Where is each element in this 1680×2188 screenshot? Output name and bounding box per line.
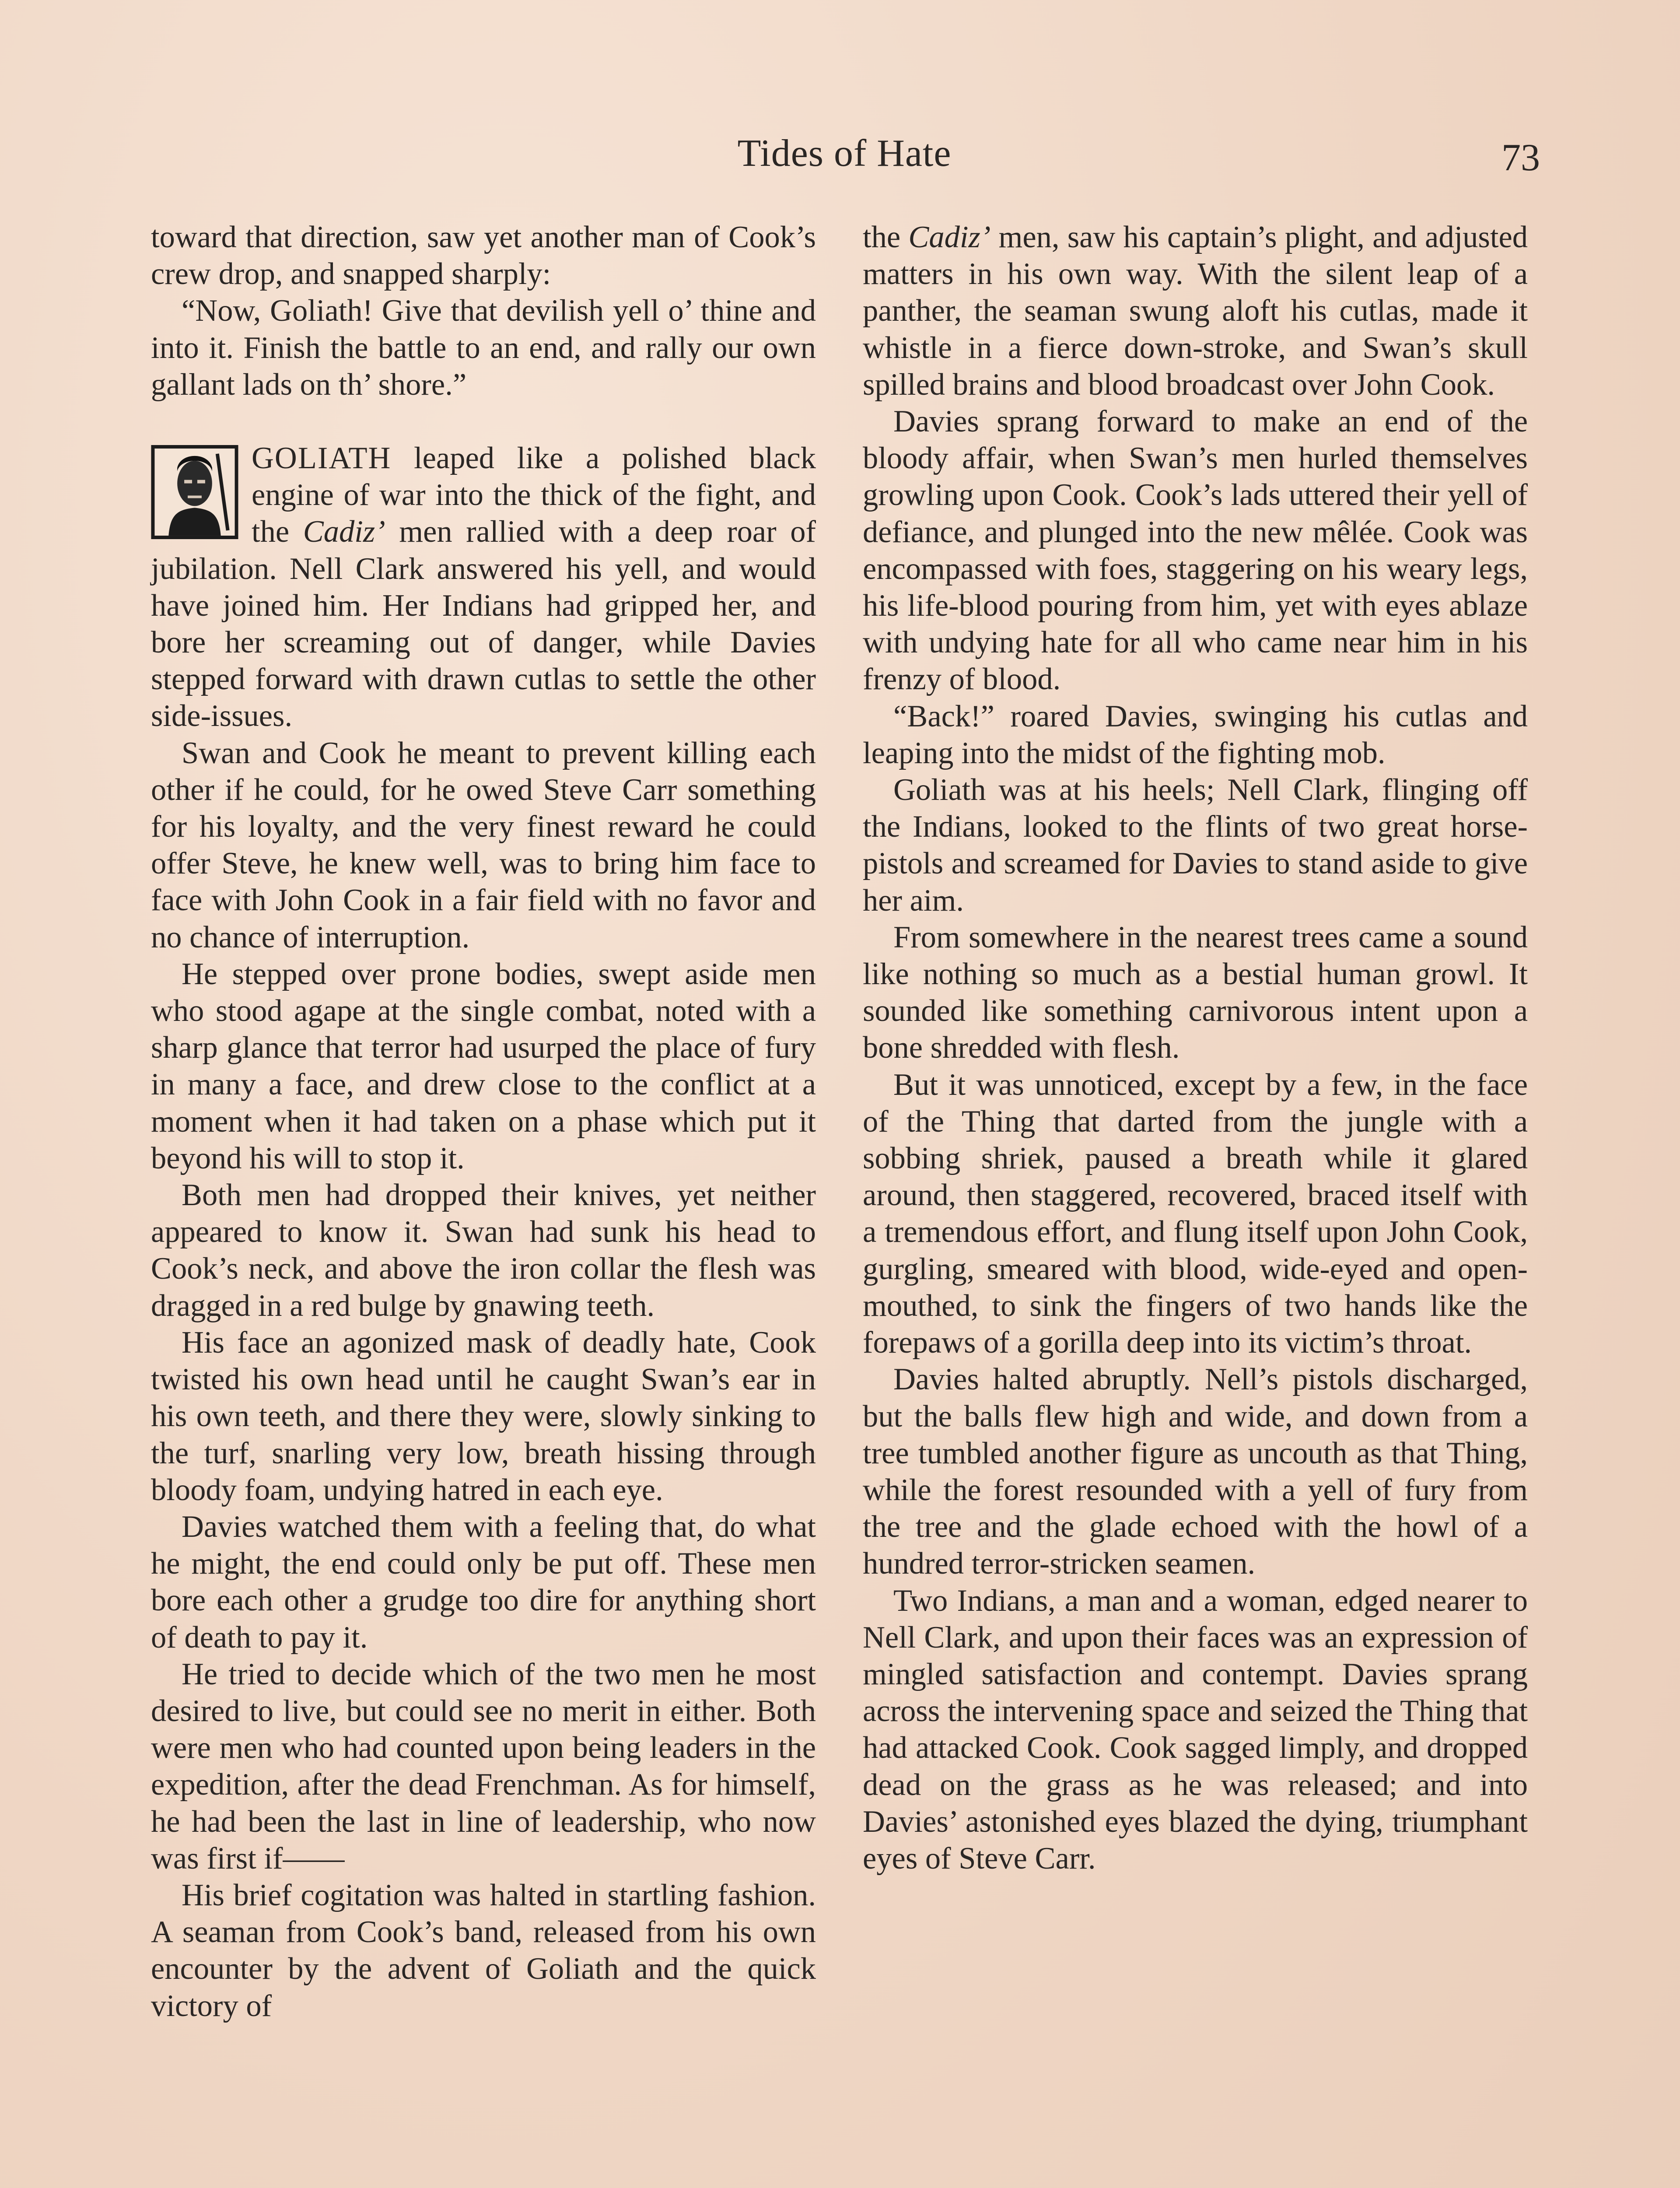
- right-column: [863, 219, 1528, 1877]
- running-title: Tides of Hate: [737, 132, 952, 175]
- paragraph: He tried to decide which of the two men he most desired to live, but could see no merit in either. Both were men who had counted upon being leaders in the expedition, after the dead Frenchman. As for himself, he had been the last in line of leadership, who now was first if——: [151, 1657, 816, 1876]
- left-column: [151, 219, 816, 2024]
- paragraph: But it was unnoticed, except by a few, in the face of the Thing that darted from the jungle with a sobbing shriek, paused a breath while it glared around, then staggered, recovered, braced itself with a tremendous effort, and flung itself upon John Cook, gurgling, smeared with blood, wide-eyed and open-mouthed, to sink the fingers of two hands like the forepaws of a gorilla deep into its victim’s throat.: [863, 1067, 1528, 1360]
- paragraph: Davies halted abruptly. Nell’s pistols discharged, but the balls flew high and wide, and down from a tree tumbled another figure as uncouth as that Thing, while the forest resounded with a yell of fury from the tree and the glade echoed with the howl of a hundred terror-stricken seamen.: [863, 1362, 1528, 1581]
- paragraph: Two Indians, a man and a woman, edged nearer to Nell Clark, and upon their faces was an expression of mingled satisfaction and contempt. Davies sprang across the intervening space and seized the Thing that had attacked Cook. Cook sagged limply, and dropped dead on the grass as he was released; and into Davies’ astonished eyes blazed the dying, triumphant eyes of Steve Carr.: [863, 1583, 1528, 1876]
- section-lead-word: GOLIATH: [252, 441, 392, 476]
- paragraph-text: the: [863, 220, 909, 254]
- paragraph: Both men had dropped their knives, yet neither appeared to know it. Swan had sunk his head to Cook’s neck, and above the iron collar the flesh was dragged in a red bulge by gnawing teeth.: [151, 1178, 816, 1323]
- page-number: 73: [1502, 137, 1540, 179]
- paragraph: “Back!” roared Davies, swinging his cutlas and leaping into the midst of the fighting mob.: [863, 699, 1528, 770]
- paragraph: From somewhere in the nearest trees came a sound like nothing so much as a bestial human growl. It sounded like something carnivorous intent upon a bone shredded with flesh.: [863, 920, 1528, 1065]
- paragraph-text: leaped like a polished black engine of war into the thick of the fight, and the: [252, 441, 816, 549]
- goliath-portrait-icon: [151, 445, 238, 539]
- section-opening-paragraph: [151, 440, 816, 735]
- paragraph: Swan and Cook he meant to prevent killing each other if he could, for he owed Steve Carr something for his loyalty, and the very finest reward he could offer Steve, he knew well, was to bring him face to face with John Cook in a fair field with no favor and no chance of interruption.: [151, 736, 816, 954]
- paragraph: He stepped over prone bodies, swept aside men who stood agape at the single combat, noted with a sharp glance that terror had usurped the place of fury in many a face, and drew close to the conflict at a moment when it had taken on a phase which put it beyond his will to stop it.: [151, 957, 816, 1175]
- paragraph-text: men, saw his captain’s plight, and adjusted matters in his own way. With the silent leap of a panther, the seaman swung aloft his cutlas, made it whistle in a fierce down-stroke, and Swan’s skull spilled brains and blood broadcast over John Cook.: [863, 220, 1528, 402]
- paragraph: “Now, Goliath! Give that devilish yell o’ thine and into it. Finish the battle to an end, and rally our own gallant lads on th’ shore.”: [151, 294, 816, 402]
- paragraph: Davies sprang forward to make an end of the bloody affair, when Swan’s men hurled themselves growling upon Cook. Cook’s lads uttered their yell of defiance, and plunged into the new mêlée. Cook was encompassed with foes, staggering on his weary legs, his life-blood pouring from him, yet with eyes ablaze with undying hate for all who came near him in his frenzy of blood.: [863, 404, 1528, 697]
- paragraph: His face an agonized mask of deadly hate, Cook twisted his own head until he caught Swan’s ear in his own teeth, and there they were, slowly sinking to the turf, snarling very low, breath hissing through bloody foam, undying hatred in each eye.: [151, 1325, 816, 1507]
- paragraph: toward that direction, saw yet another man of Cook’s crew drop, and snapped sharply:: [151, 220, 816, 291]
- paragraph: His brief cogitation was halted in startling fashion. A seaman from Cook’s band, released from his own encounter by the advent of Goliath and the quick victory of: [151, 1878, 816, 2023]
- ship-name: Cadiz’: [303, 515, 385, 549]
- paragraph: Davies watched them with a feeling that, do what he might, the end could only be put off. These men bore each other a grudge too dire for anything short of death to pay it.: [151, 1509, 816, 1655]
- paragraph-text: men rallied with a deep roar of jubilation. Nell Clark answered his yell, and would have joined him. Her Indians had gripped her, and bore her screaming out of danger, while Davies stepped forward with drawn cutlas to settle the other side-issues.: [151, 515, 816, 733]
- page-header: [149, 131, 1540, 193]
- ship-name: Cadiz’: [908, 220, 991, 254]
- paragraph: [863, 219, 1528, 403]
- paragraph: Goliath was at his heels; Nell Clark, flinging off the Indians, looked to the flints of two great horse-pistols and screamed for Davies to stand aside to give her aim.: [863, 773, 1528, 918]
